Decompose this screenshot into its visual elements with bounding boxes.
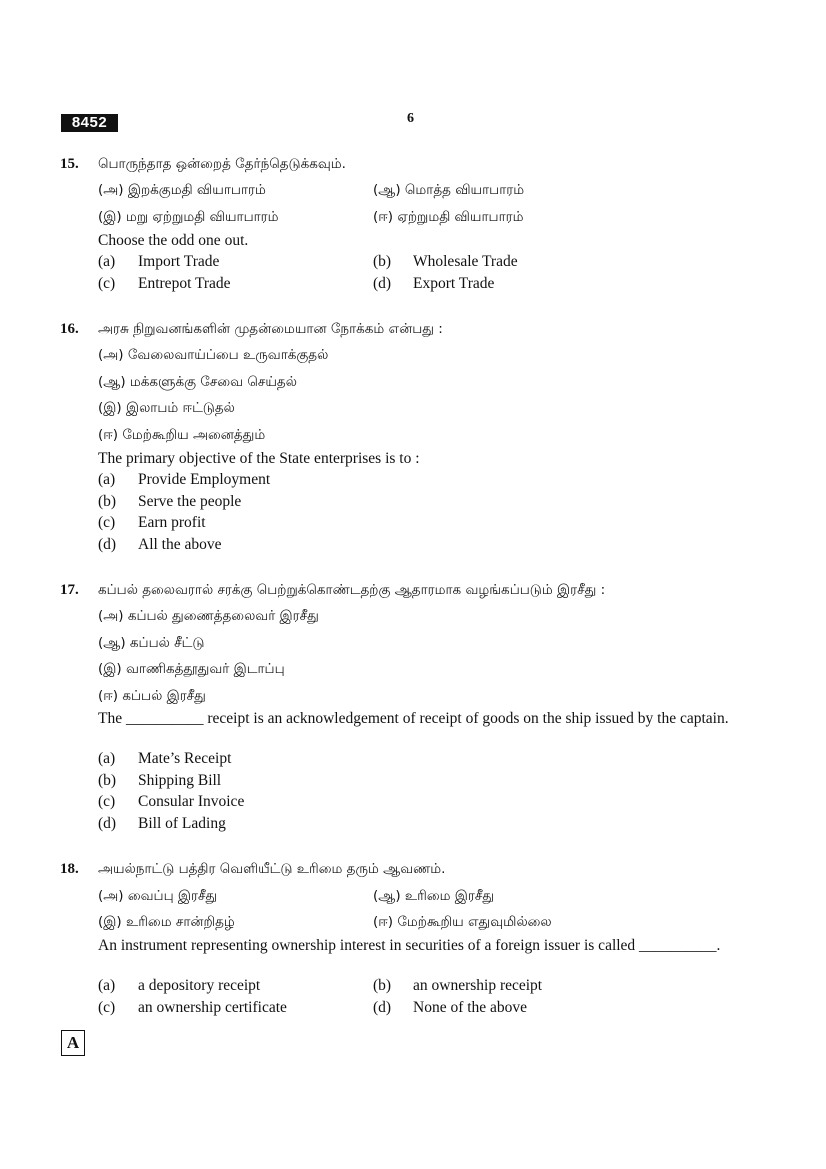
option-c <box>98 274 231 293</box>
option-text: Provide Employment <box>138 471 271 488</box>
option-text: Earn profit <box>138 514 206 531</box>
option-label: (c) <box>98 793 116 810</box>
option-a <box>98 252 219 271</box>
option-label: (c) <box>98 514 116 531</box>
option-text: Mate’s Receipt <box>138 750 232 767</box>
tamil-option: (ஈ) மேற்கூறிய எதுவுமில்லை <box>373 914 552 930</box>
tamil-option: (ஈ) ஏற்றுமதி வியாபாரம் <box>373 209 524 225</box>
option-label: (d) <box>373 999 392 1016</box>
option-d <box>98 535 222 554</box>
option-label: (a) <box>98 750 116 767</box>
option-text: a depository receipt <box>138 977 261 994</box>
option-label: (d) <box>373 275 392 292</box>
option-text: Entrepot Trade <box>138 275 231 292</box>
option-a <box>98 749 231 768</box>
option-b <box>373 252 518 271</box>
option-d <box>98 814 226 833</box>
option-label: (c) <box>98 275 116 292</box>
option-text: All the above <box>138 536 222 553</box>
option-b <box>98 492 241 511</box>
option-text: Serve the people <box>138 493 242 510</box>
english-question: The primary objective of the State enterprises is to : <box>98 450 420 467</box>
option-text: Export Trade <box>413 275 495 292</box>
english-question: An instrument representing ownership interest in securities of a foreign issuer is called __________. <box>98 937 721 954</box>
option-text: an ownership receipt <box>413 977 543 994</box>
option-label: (c) <box>98 999 116 1016</box>
tamil-option: (இ) வாணிகத்தூதுவர் இடாப்பு <box>98 661 285 677</box>
option-label: (b) <box>98 772 117 789</box>
option-a <box>98 976 260 995</box>
tamil-option: (ஆ) கப்பல் சீட்டு <box>98 635 205 651</box>
tamil-option: (ஈ) மேற்கூறிய அனைத்தும் <box>98 427 266 443</box>
tamil-option: (இ) இலாபம் ஈட்டுதல் <box>98 400 235 416</box>
tamil-option: (ஆ) மக்களுக்கு சேவை செய்தல் <box>98 374 297 390</box>
tamil-question: பொருந்தாத ஒன்றைத் தேர்ந்தெடுக்கவும். <box>98 156 346 172</box>
booklet-series-box: A <box>61 1030 85 1056</box>
tamil-option: (இ) மறு ஏற்றுமதி வியாபாரம் <box>98 209 279 225</box>
option-text: an ownership certificate <box>138 999 287 1016</box>
option-c <box>98 513 206 532</box>
english-question: Choose the odd one out. <box>98 232 249 249</box>
option-b <box>98 771 221 790</box>
question-number: 17. <box>60 582 79 598</box>
tamil-option: (அ) இறக்குமதி வியாபாரம் <box>98 182 266 198</box>
tamil-question: அரசு நிறுவனங்களின் முதன்மையான நோக்கம் என்பது : <box>98 321 443 337</box>
option-d <box>373 274 494 293</box>
option-c <box>98 998 287 1017</box>
option-label: (a) <box>98 253 116 270</box>
tamil-option: (ஆ) மொத்த வியாபாரம் <box>373 182 525 198</box>
option-label: (b) <box>98 493 117 510</box>
option-b <box>373 976 542 995</box>
option-label: (a) <box>98 471 116 488</box>
page-number: 6 <box>407 111 414 126</box>
option-label: (d) <box>98 815 117 832</box>
question-number: 15. <box>60 156 79 172</box>
tamil-option: (ஈ) கப்பல் இரசீது <box>98 688 206 704</box>
tamil-option: (அ) கப்பல் துணைத்தலைவர் இரசீது <box>98 608 319 624</box>
tamil-option: (அ) வைப்பு இரசீது <box>98 888 218 904</box>
tamil-question: கப்பல் தலைவரால் சரக்கு பெற்றுக்கொண்டதற்கு ஆதாரமாக வழங்கப்படும் இரசீது : <box>98 582 606 598</box>
option-text: None of the above <box>413 999 528 1016</box>
option-text: Shipping Bill <box>138 772 222 789</box>
tamil-option: (இ) உரிமை சான்றிதழ் <box>98 914 235 930</box>
option-label: (b) <box>373 977 392 994</box>
option-text: Bill of Lading <box>138 815 226 832</box>
option-label: (d) <box>98 536 117 553</box>
tamil-question: அயல்நாட்டு பத்திர வெளியீட்டு உரிமை தரும் ஆவணம். <box>98 861 446 877</box>
tamil-option: (அ) வேலைவாய்ப்பை உருவாக்குதல் <box>98 347 329 363</box>
option-c <box>98 792 244 811</box>
tamil-option: (ஆ) உரிமை இரசீது <box>373 888 495 904</box>
option-a <box>98 470 270 489</box>
option-d <box>373 998 527 1017</box>
english-question: The __________ receipt is an acknowledgement of receipt of goods on the ship issued by the captain. <box>98 710 729 727</box>
option-label: (a) <box>98 977 116 994</box>
option-text: Consular Invoice <box>138 793 245 810</box>
option-label: (b) <box>373 253 392 270</box>
question-number: 18. <box>60 861 79 877</box>
question-number: 16. <box>60 321 79 337</box>
paper-code: 8452 <box>61 114 118 132</box>
option-text: Import Trade <box>138 253 220 270</box>
option-text: Wholesale Trade <box>413 253 518 270</box>
